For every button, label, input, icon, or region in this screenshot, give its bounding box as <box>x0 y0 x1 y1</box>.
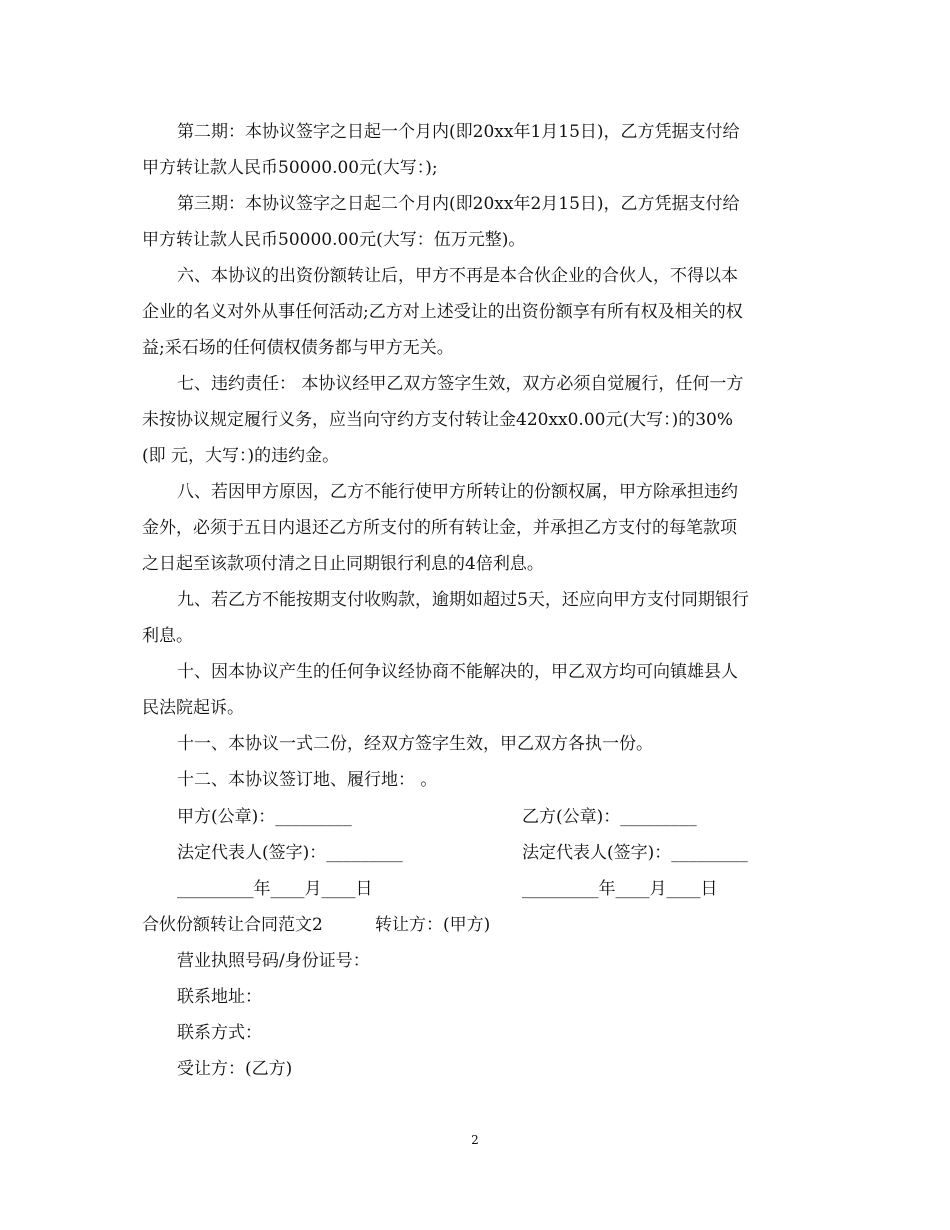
address-label: 联系地址： <box>177 987 262 1007</box>
paragraph-line: 甲方转让款人民币50000.00元(大写：伍万元整)。 <box>142 230 526 250</box>
paragraph-line: 第二期：本协议签字之日起一个月内(即20xx年1月15日)，乙方凭据支付给 <box>177 122 740 142</box>
paragraph-line: 第三期：本协议签字之日起二个月内(即20xx年2月15日)，乙方凭据支付给 <box>177 194 740 214</box>
party-b-seal: 乙方(公章)：_________ <box>522 807 697 827</box>
clause-11: 十一、本协议一式二份，经双方签字生效，甲乙双方各执一份。 <box>177 734 653 754</box>
contact-label: 联系方式： <box>177 1023 262 1043</box>
clause-7-line: 未按协议规定履行义务，应当向守约方支付转让金420xx0.00元(大写：)的30% <box>142 410 734 430</box>
clause-7-line: 七、违约责任： 本协议经甲乙双方签字生效，双方必须自觉履行，任何一方 <box>177 374 744 394</box>
party-b-representative: 法定代表人(签字)：_________ <box>522 843 748 863</box>
transferor-label: 转让方：(甲方) <box>375 915 491 935</box>
clause-8-line: 金外，必须于五日内退还乙方所支付的所有转让金，并承担乙方支付的每笔款项 <box>142 518 737 538</box>
clause-6-line: 益;采石场的任何债权债务都与甲方无关。 <box>142 338 454 358</box>
page-number: 2 <box>471 1133 479 1147</box>
paragraph-line: 甲方转让款人民币50000.00元(大写：); <box>142 158 438 178</box>
license-id-label: 营业执照号码/身份证号： <box>177 951 370 971</box>
clause-12: 十二、本协议签订地、履行地： 。 <box>177 770 438 790</box>
clause-6-line: 六、本协议的出资份额转让后，甲方不再是本合伙企业的合伙人，不得以本 <box>177 266 738 286</box>
party-a-representative: 法定代表人(签字)：_________ <box>177 843 403 863</box>
party-a-seal: 甲方(公章)：_________ <box>177 807 352 827</box>
transferee-label: 受让方：(乙方) <box>177 1059 293 1079</box>
clause-10-line: 十、因本协议产生的任何争议经协商不能解决的，甲乙双方均可向镇雄县人 <box>177 662 738 682</box>
second-contract-heading: 合伙份额转让合同范文2 <box>142 915 323 935</box>
clause-6-line: 企业的名义对外从事任何活动;乙方对上述受让的出资份额享有所有权及相关的权 <box>142 302 743 322</box>
clause-8-line: 之日起至该款项付清之日止同期银行利息的4倍利息。 <box>142 554 544 574</box>
clause-8-line: 八、若因甲方原因，乙方不能行使甲方所转让的份额权属，甲方除承担违约 <box>177 482 738 502</box>
clause-7-line: (即 元，大写：)的违约金。 <box>142 446 340 466</box>
clause-9-line: 利息。 <box>142 626 193 646</box>
party-a-date: _________年____月____日 <box>177 879 373 899</box>
clause-10-line: 民法院起诉。 <box>142 698 244 718</box>
clause-9-line: 九、若乙方不能按期支付收购款，逾期如超过5天，还应向甲方支付同期银行 <box>177 590 749 610</box>
party-b-date: _________年____月____日 <box>522 879 718 899</box>
